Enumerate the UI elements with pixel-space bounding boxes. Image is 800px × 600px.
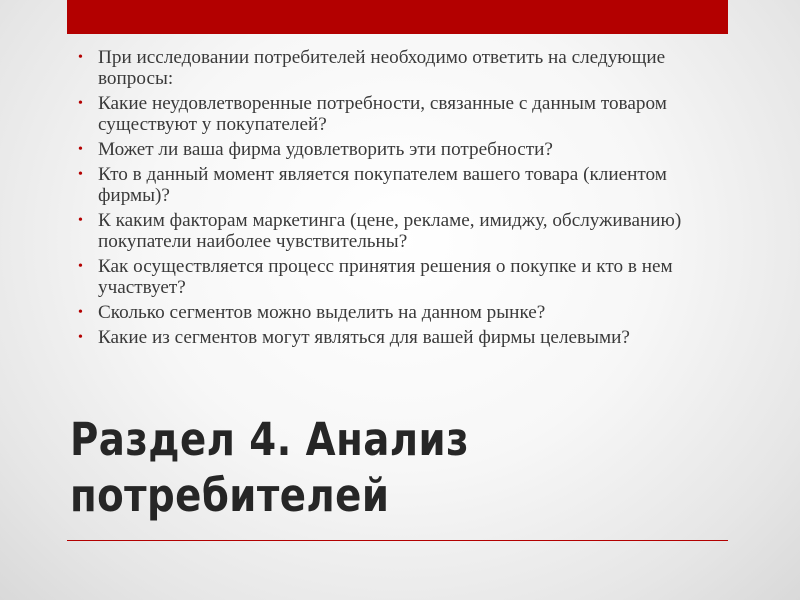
bullet-icon: •: [78, 213, 83, 228]
bullet-text: При исследовании потребителей необходимо ответить на следующие вопросы:: [98, 47, 666, 89]
list-item: [78, 139, 718, 160]
list-item: [78, 210, 718, 252]
bullet-text: Какие неудовлетворенные потребности, связанные с данным товаром существуют у покупателей?: [98, 93, 667, 135]
list-item: [78, 302, 718, 323]
list-item: [78, 164, 718, 206]
bullet-icon: •: [78, 142, 83, 157]
bullet-text: Может ли ваша фирма удовлетворить эти потребности?: [98, 139, 553, 160]
bullet-icon: •: [78, 330, 83, 345]
bullet-icon: •: [78, 259, 83, 274]
bullet-icon: •: [78, 305, 83, 320]
bullet-text: Кто в данный момент является покупателем вашего товара (клиентом фирмы)?: [98, 164, 667, 206]
bullet-text: К каким факторам маркетинга (цене, рекламе, имиджу, обслуживанию) покупатели наиболее чувствительны?: [98, 210, 682, 252]
slide-title: [70, 412, 638, 524]
bullet-icon: •: [78, 96, 83, 111]
bullet-text: Какие из сегментов могут являться для вашей фирмы целевыми?: [98, 327, 630, 348]
bullet-text: Как осуществляется процесс принятия решения о покупке и кто в нем участвует?: [98, 256, 673, 298]
list-item: [78, 93, 718, 135]
top-accent-bar: [67, 0, 728, 34]
bullet-text: Сколько сегментов можно выделить на данном рынке?: [98, 302, 546, 323]
bottom-divider: [67, 540, 728, 541]
list-item: [78, 256, 718, 298]
slide-title-line-2: потребителей: [70, 469, 390, 522]
bullet-icon: •: [78, 167, 83, 182]
list-item: [78, 47, 718, 89]
slide-title-line-1: Раздел 4. Анализ: [70, 413, 470, 466]
bullet-list: [78, 47, 718, 352]
list-item: [78, 327, 718, 348]
bullet-icon: •: [78, 50, 83, 65]
